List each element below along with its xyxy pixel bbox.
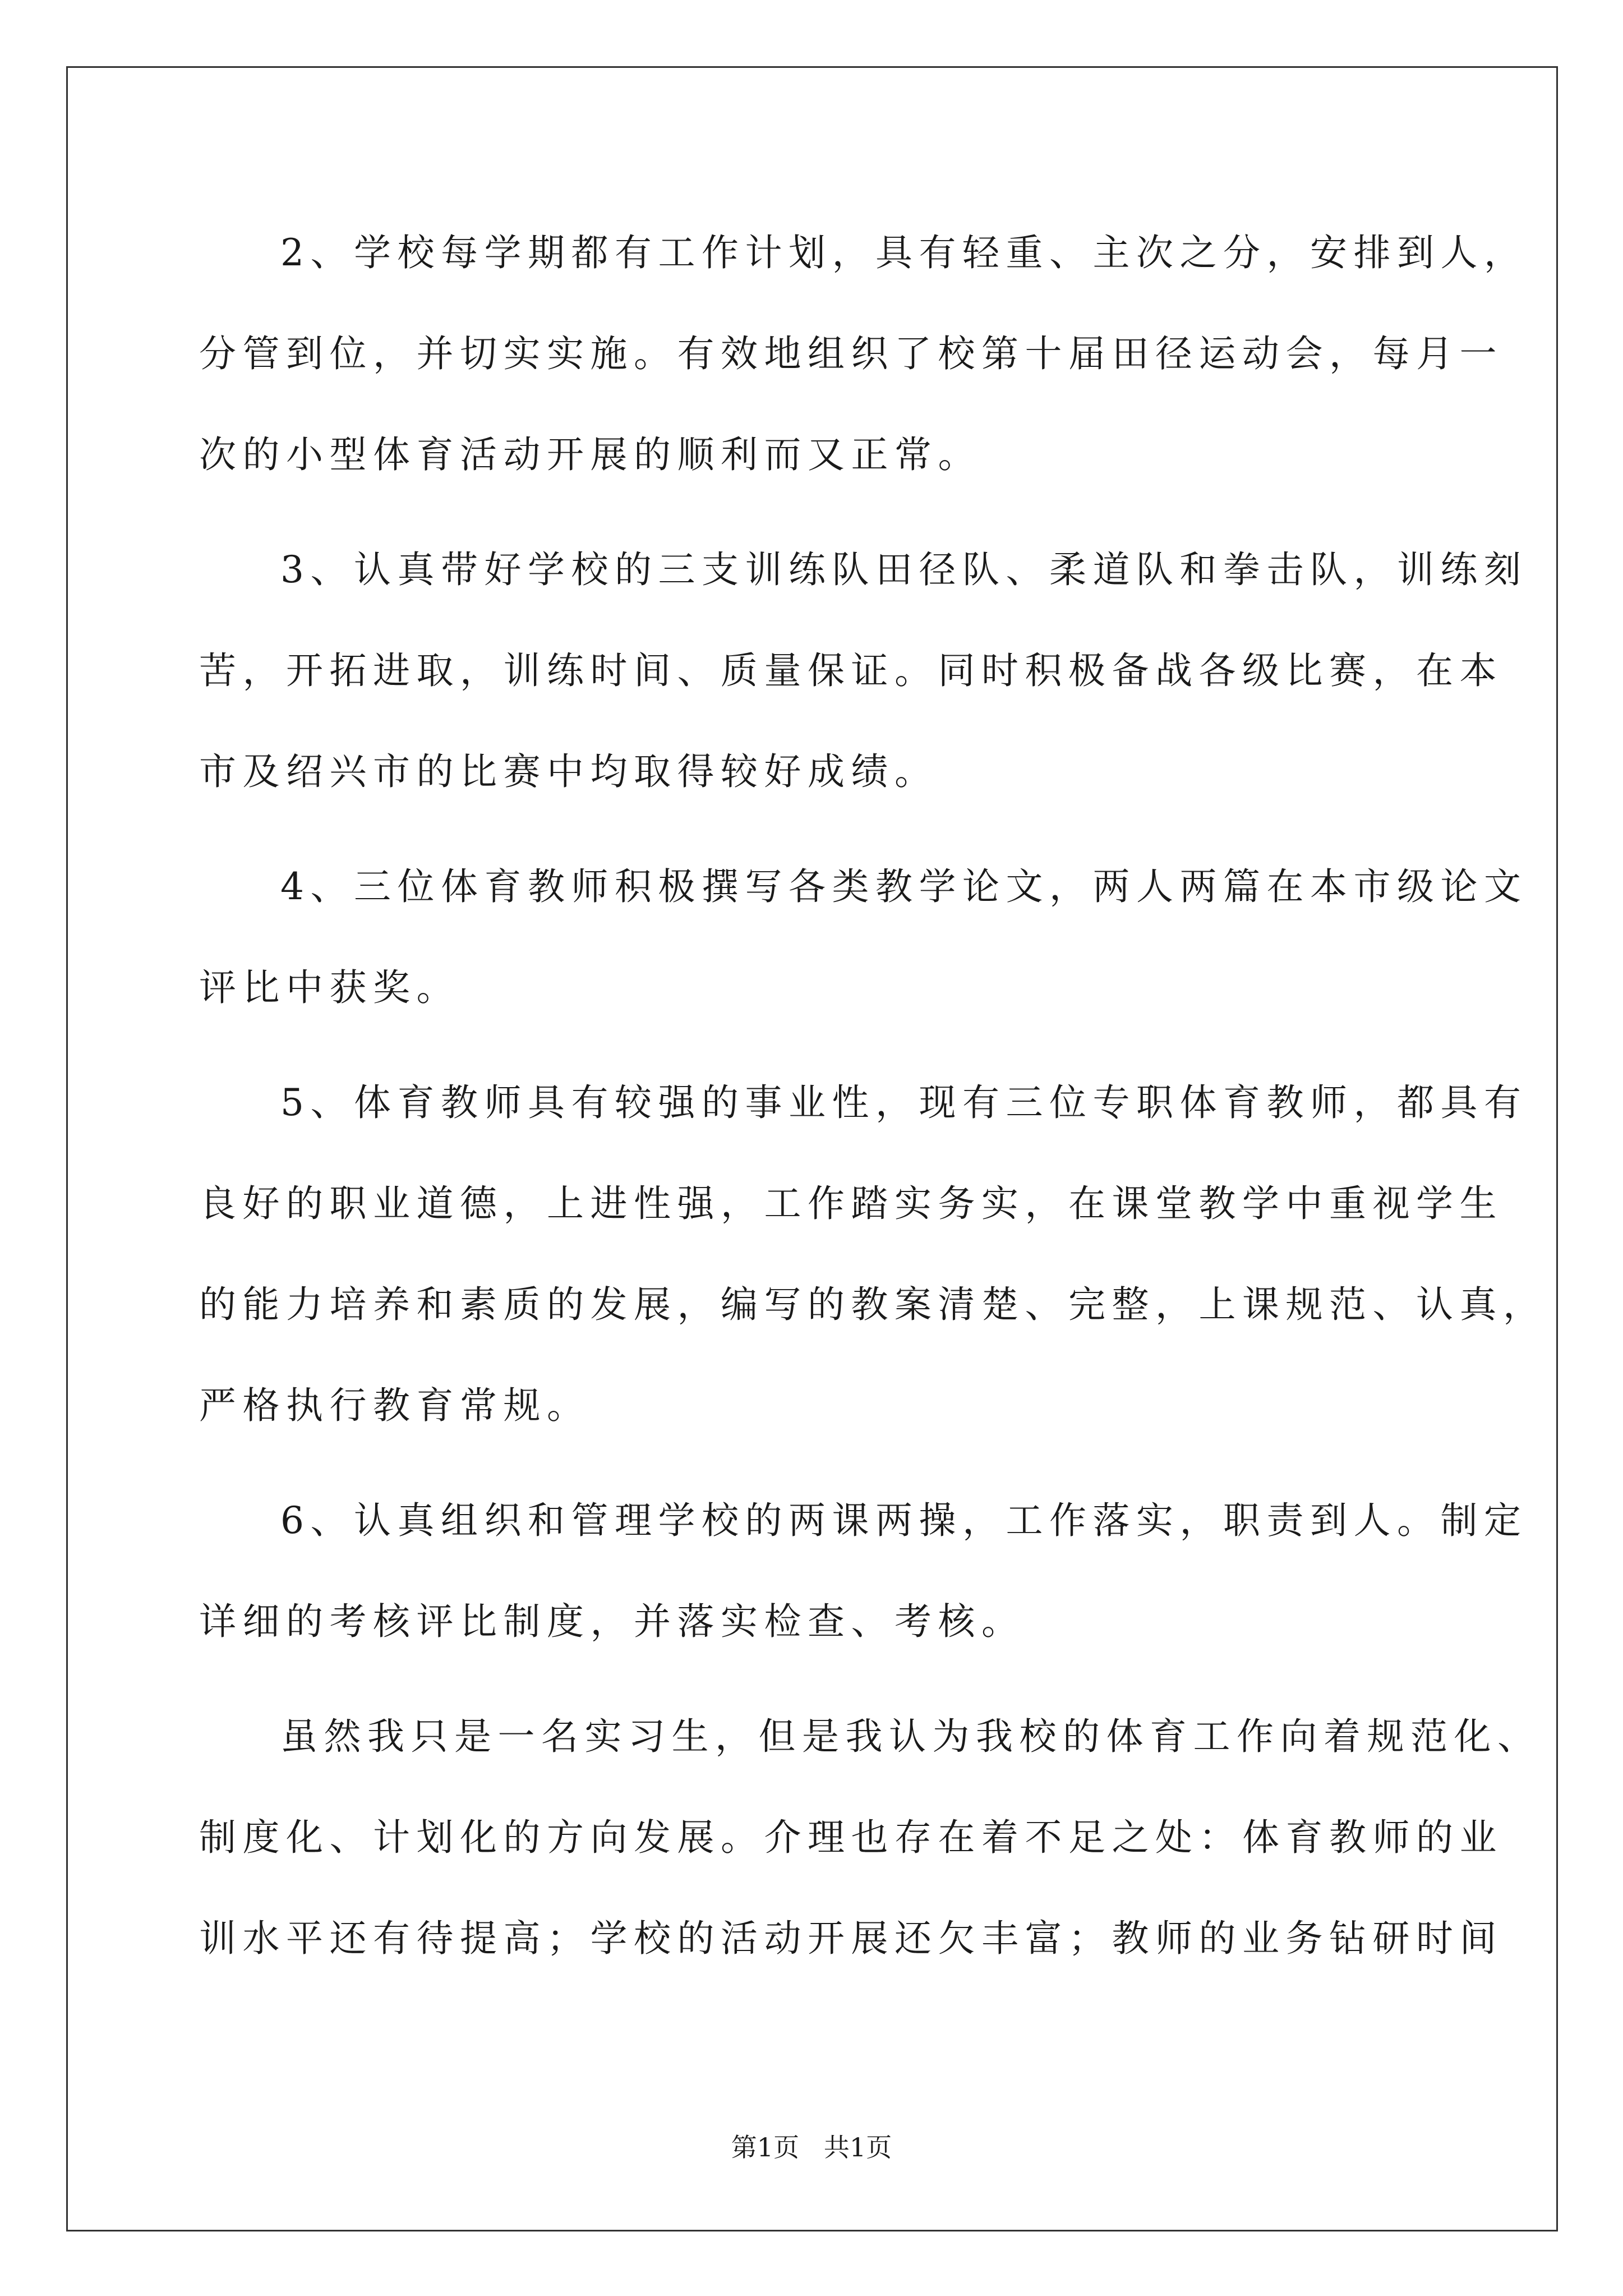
paragraph-5-line-1: 6、认真组织和管理学校的两课两操，工作落实，职责到人。制定	[280, 1499, 1528, 1542]
page-border	[66, 66, 1558, 2231]
paragraph-4-line-2: 良好的职业道德，上进性强，工作踏实务实，在课堂教学中重视学生	[199, 1182, 1503, 1225]
paragraph-2-line-3: 市及绍兴市的比赛中均取得较好成绩。	[199, 750, 938, 793]
paragraph-4-line-3: 的能力培养和素质的发展，编写的教案清楚、完整，上课规范、认真，	[199, 1283, 1547, 1326]
paragraph-6-line-1: 虽然我只是一名实习生，但是我认为我校的体育工作向着规范化、	[280, 1715, 1541, 1758]
paragraph-1-line-2: 分管到位，并切实实施。有效地组织了校第十届田径运动会，每月一	[199, 332, 1503, 375]
paragraph-4-line-4: 严格执行教育常规。	[199, 1384, 591, 1427]
paragraph-3-line-1: 4、三位体育教师积极撰写各类教学论文，两人两篇在本市级论文	[280, 865, 1528, 908]
paragraph-1-line-3: 次的小型体育活动开展的顺利而又正常。	[199, 433, 981, 476]
paragraph-6-line-3: 训水平还有待提高；学校的活动开展还欠丰富；教师的业务钻研时间	[199, 1917, 1503, 1960]
page-number-footer: 第1页 共1页	[731, 2132, 892, 2162]
paragraph-4-line-1: 5、体育教师具有较强的事业性，现有三位专职体育教师，都具有	[280, 1081, 1528, 1124]
paragraph-2-line-1: 3、认真带好学校的三支训练队田径队、柔道队和拳击队，训练刻	[280, 548, 1528, 591]
paragraph-3-line-2: 评比中获奖。	[199, 966, 460, 1009]
paragraph-6-line-2: 制度化、计划化的方向发展。介理也存在着不足之处：体育教师的业	[199, 1816, 1503, 1859]
paragraph-2-line-2: 苦，开拓进取，训练时间、质量保证。同时积极备战各级比赛，在本	[199, 649, 1503, 692]
paragraph-1-line-1: 2、学校每学期都有工作计划，具有轻重、主次之分，安排到人，	[280, 231, 1528, 274]
paragraph-5-line-2: 详细的考核评比制度，并落实检查、考核。	[199, 1600, 1025, 1643]
